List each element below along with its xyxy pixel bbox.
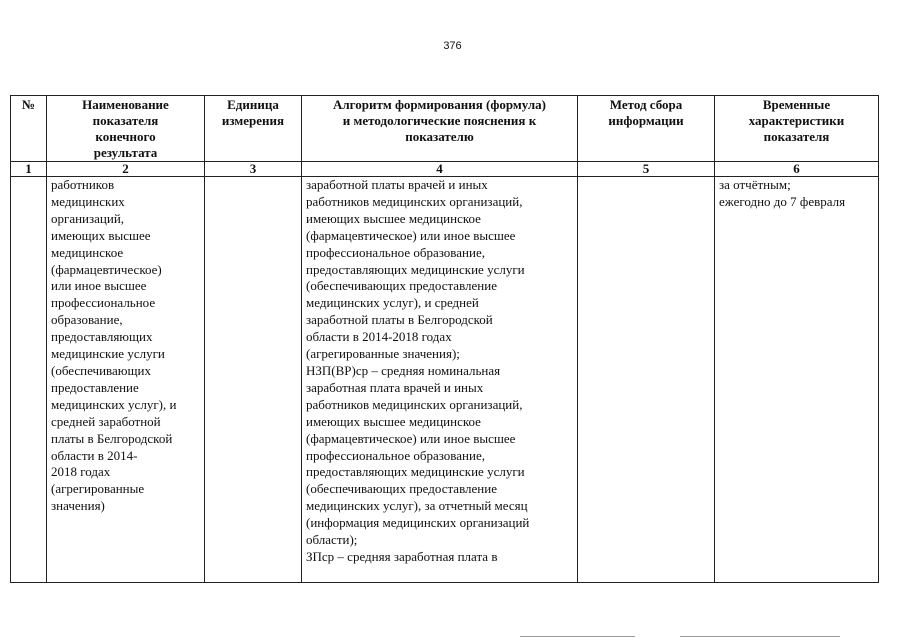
header-unit: Единица измерения — [205, 96, 302, 162]
column-number: 3 — [205, 162, 302, 177]
header-collection-method: Метод сбора информации — [578, 96, 715, 162]
table-row — [11, 177, 879, 583]
cell-collection-method — [578, 177, 715, 583]
scan-edge-line — [680, 636, 840, 637]
header-number: № — [11, 96, 47, 162]
header-indicator-name: Наименование показателя конечного результата — [47, 96, 205, 162]
cell-number — [11, 177, 47, 583]
column-number: 6 — [715, 162, 879, 177]
indicator-table — [10, 95, 879, 583]
header-time-characteristics: Временные характеристики показателя — [715, 96, 879, 162]
column-number: 1 — [11, 162, 47, 177]
table-header-row — [11, 96, 879, 162]
header-algorithm: Алгоритм формирования (формула) и методологические пояснения к показателю — [302, 96, 578, 162]
column-number: 4 — [302, 162, 578, 177]
cell-algorithm: заработной платы врачей и иных работников медицинских организаций, имеющих высшее медицинское (фармацевтическое) или иное высшее профессиональное образование, предоставляющих медицинские услуги (обеспечивающих предоставление медицинских услуг), и средней заработной платы в Белгородской области в 2014-2018 годах (агрегированные значения); НЗП(ВР)ср – средняя номинальная заработная плата врачей и иных работников медицинских организаций, имеющих высшее медицинское (фармацевтическое) или иное высшее профессиональное образование, предоставляющих медицинские услуги (обеспечивающих предоставление медицинских услуг), за отчетный месяц (информация медицинских организаций области); ЗПср – средняя заработная плата в — [302, 177, 578, 583]
column-number: 5 — [578, 162, 715, 177]
column-number-row — [11, 162, 879, 177]
cell-unit — [205, 177, 302, 583]
page-number: 376 — [443, 40, 462, 52]
cell-indicator-name: работников медицинских организаций, имеющих высшее медицинское (фармацевтическое) или иное высшее профессиональное образование, предоставляющих медицинские услуги (обеспечивающих предоставление медицинских услуг), и средней заработной платы в Белгородской области в 2014- 2018 годах (агрегированные значения) — [47, 177, 205, 583]
cell-time-characteristics: за отчётным; ежегодно до 7 февраля — [715, 177, 879, 583]
column-number: 2 — [47, 162, 205, 177]
scan-edge-line — [520, 636, 635, 637]
